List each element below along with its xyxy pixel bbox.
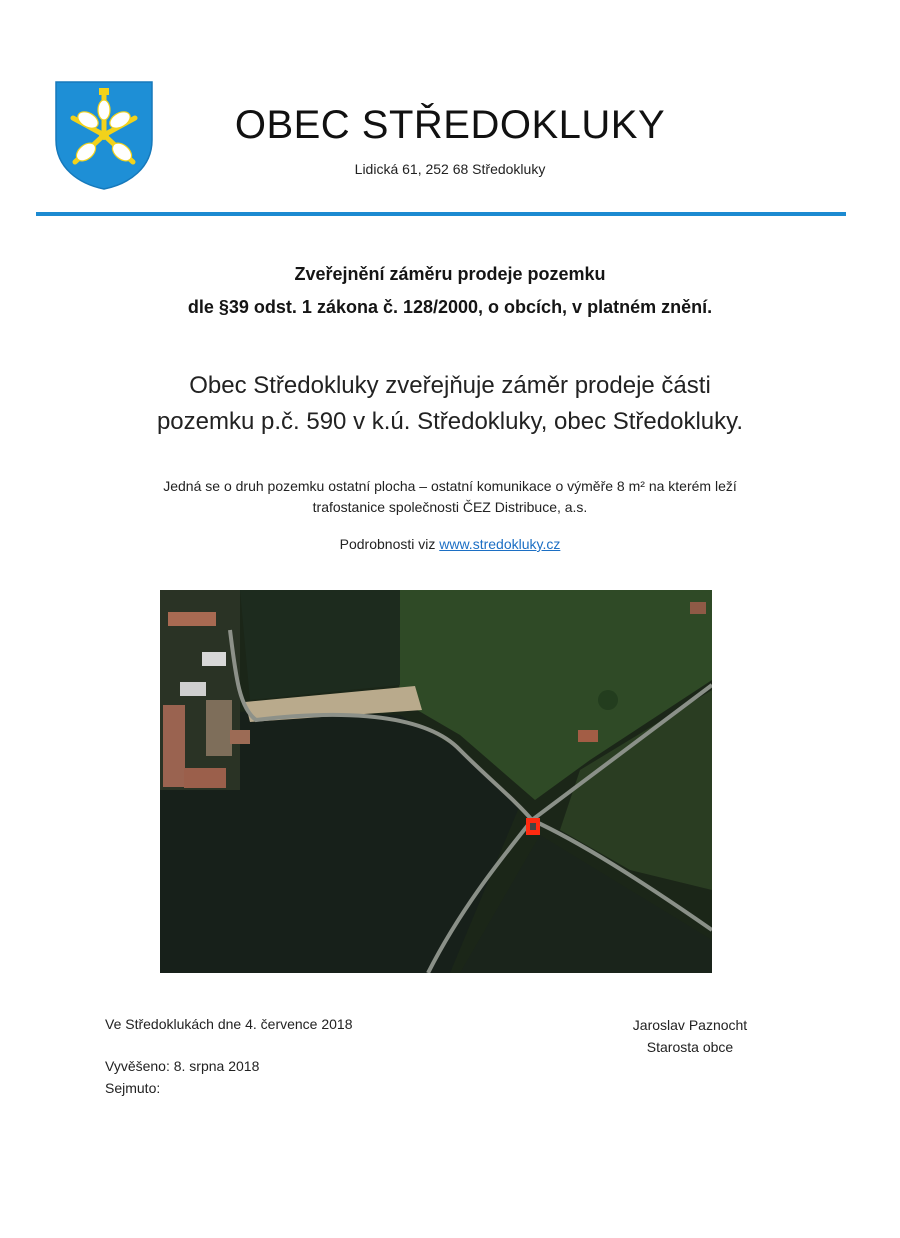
- details-prefix: Podrobnosti viz: [339, 536, 436, 552]
- details-line: [60, 536, 840, 552]
- notice-lead-line2: pozemku p.č. 590 v k.ú. Středokluky, obec Středokluky.: [156, 408, 744, 435]
- notice-heading-line1: Zveřejnění záměru prodeje pozemku: [294, 264, 606, 284]
- municipality-title: OBEC STŘEDOKLUKY: [234, 103, 666, 147]
- notice-body-line2: trafostanice společnosti ČEZ Distribuce, a.s.: [312, 499, 588, 515]
- header-divider: [36, 212, 846, 216]
- removed-date: Sejmuto:: [105, 1080, 161, 1096]
- aerial-map-image: [160, 590, 712, 973]
- coat-of-arms-icon: [53, 80, 155, 190]
- signatory-name: Jaroslav Paznocht: [632, 1017, 748, 1033]
- notice-body-line1: Jedná se o druh pozemku ostatní plocha – ostatní komunikace o výměře 8 m² na kterém leží: [163, 478, 737, 494]
- posted-date: Vyvěšeno: 8. srpna 2018: [105, 1058, 260, 1074]
- notice-heading-line2: dle §39 odst. 1 zákona č. 128/2000, o obcích, v platném znění.: [187, 297, 713, 317]
- website-link[interactable]: www.stredokluky.cz: [439, 536, 561, 552]
- notice-lead-line1: Obec Středokluky zveřejňuje záměr prodeje části: [189, 372, 711, 399]
- signatory-role: Starosta obce: [646, 1039, 734, 1055]
- place-and-date: Ve Středoklukách dne 4. července 2018: [105, 1016, 353, 1032]
- municipality-address: Lidická 61, 252 68 Středokluky: [354, 161, 546, 177]
